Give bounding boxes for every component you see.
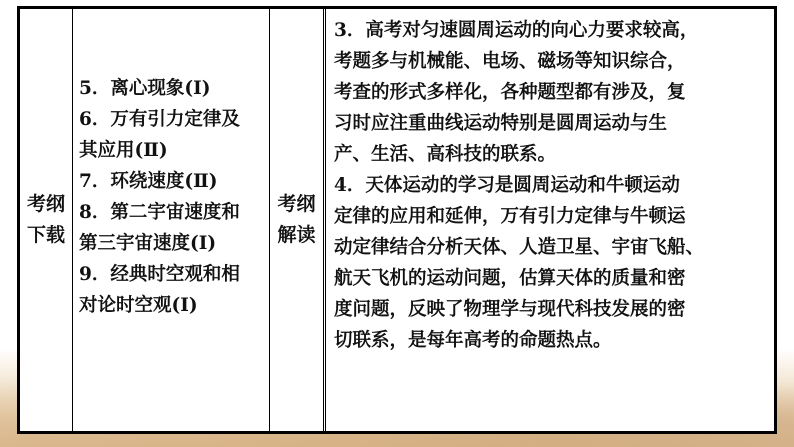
label-interpret-line-1: 考纲 <box>277 193 316 215</box>
download-line: 其应用(Ⅱ) <box>79 140 168 161</box>
download-content-cell <box>73 9 270 431</box>
label-cell-download <box>20 9 73 431</box>
interpret-line: 考题多与机械能、电场、磁场等知识综合， <box>334 51 686 72</box>
interpret-line: 航天飞机的运动问题，估算天体的质量和密 <box>334 268 686 289</box>
download-line: 第三宇宙速度(Ⅰ) <box>79 233 217 254</box>
syllabus-table <box>17 6 777 434</box>
label-download-line-2: 下载 <box>26 224 65 246</box>
interpret-line: 度问题，反映了物理学与现代科技发展的密 <box>334 299 686 320</box>
download-content <box>79 73 265 321</box>
interpret-line: 3．高考对匀速圆周运动的向心力要求较高， <box>334 20 699 41</box>
interpret-line: 定律的应用和延伸，万有引力定律与牛顿运 <box>334 206 686 227</box>
interpret-line: 切联系，是每年高考的命题热点。 <box>334 330 612 351</box>
download-line: 7．环绕速度(Ⅱ) <box>79 171 218 192</box>
interpret-line: 产、生活、高科技的联系。 <box>334 144 557 165</box>
label-download-line-1: 考纲 <box>26 193 65 215</box>
download-line: 5．离心现象(Ⅰ) <box>79 78 211 99</box>
interpret-content-cell <box>326 9 774 431</box>
download-line: 6．万有引力定律及 <box>79 109 240 130</box>
download-line: 9．经典时空观和相 <box>79 264 240 285</box>
interpret-line: 考查的形式多样化，各种题型都有涉及，复 <box>334 82 686 103</box>
label-interpret-line-2: 解读 <box>277 224 316 246</box>
interpret-line: 4．天体运动的学习是圆周运动和牛顿运动 <box>334 175 680 196</box>
label-interpret <box>270 9 323 431</box>
label-cell-interpret <box>270 9 326 431</box>
label-download <box>20 9 72 431</box>
download-line: 8．第二宇宙速度和 <box>79 202 240 223</box>
download-line: 对论时空观(Ⅰ) <box>79 295 198 316</box>
interpret-content <box>334 15 768 356</box>
interpret-line: 习时应注重曲线运动特别是圆周运动与生 <box>334 113 668 134</box>
interpret-line: 动定律结合分析天体、人造卫星、宇宙飞船、 <box>334 237 705 258</box>
